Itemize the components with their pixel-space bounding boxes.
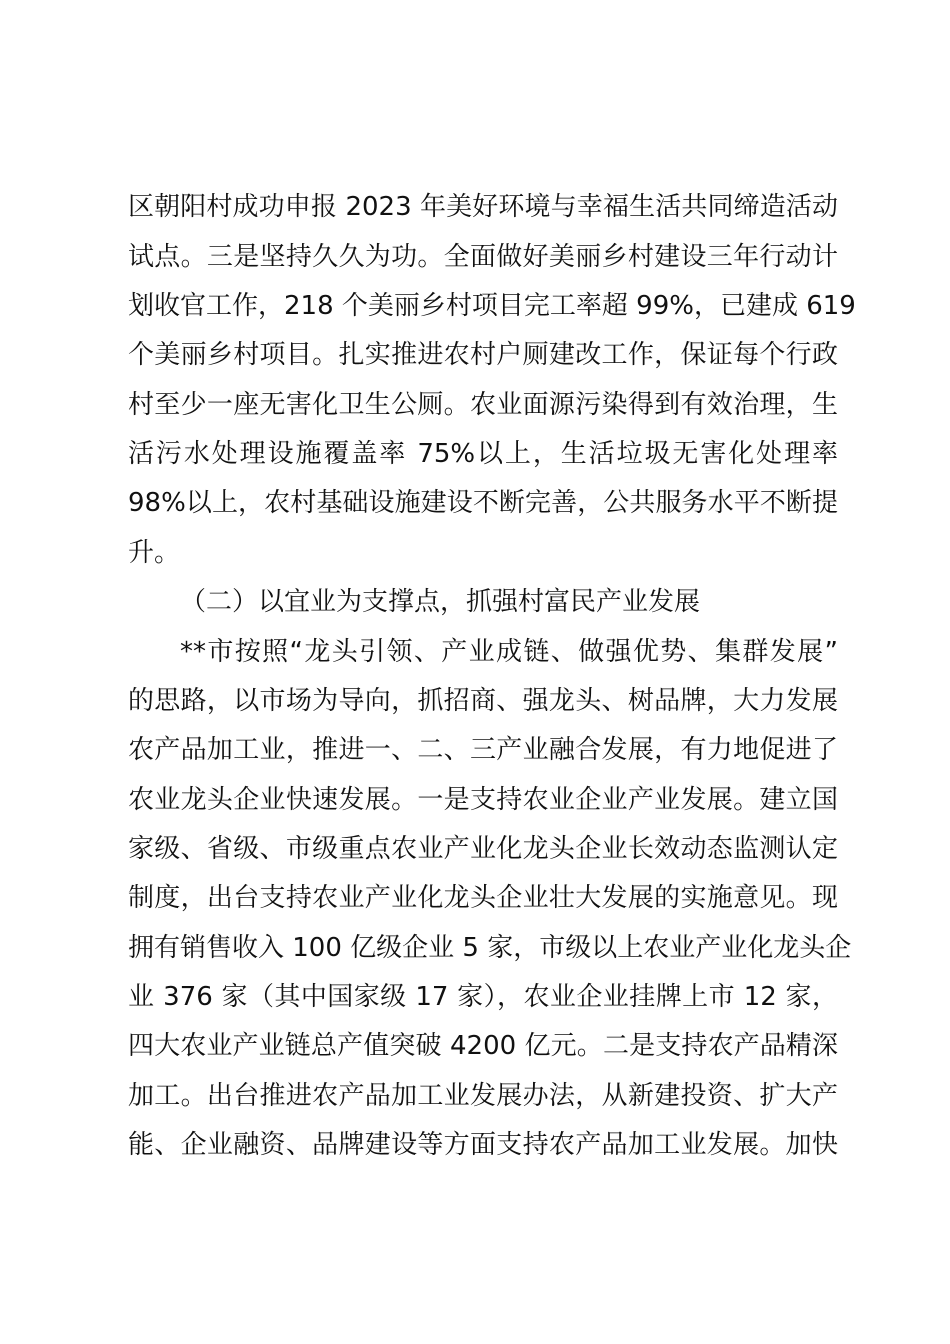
body-text-line: 村至少一座无害化卫生公厕。农业面源污染得到有效治理，生 — [128, 390, 838, 420]
body-text-line: 四大农业产业链总产值突破 4200 亿元。二是支持农产品精深 — [128, 1031, 838, 1061]
body-text-line: **市按照“龙头引领、产业成链、做强优势、集群发展” — [180, 637, 838, 667]
body-text-line: 活污水处理设施覆盖率 75%以上，生活垃圾无害化处理率 — [128, 439, 838, 469]
body-text-line: 加工。出台推进农产品加工业发展办法，从新建投资、扩大产 — [128, 1081, 838, 1111]
body-text-line: 的思路，以市场为导向，抓招商、强龙头、树品牌，大力发展 — [128, 686, 838, 716]
body-text-line: 拥有销售收入 100 亿级企业 5 家，市级以上农业产业化龙头企 — [128, 933, 852, 963]
body-text-line: 个美丽乡村项目。扎实推进农村户厕建改工作，保证每个行政 — [128, 340, 838, 370]
section-heading: （二）以宜业为支撑点，抓强村富民产业发展 — [180, 587, 701, 617]
body-text-line: 升。 — [128, 538, 181, 568]
body-text-line: 家级、省级、市级重点农业产业化龙头企业长效动态监测认定 — [128, 834, 838, 864]
body-text-line: 区朝阳村成功申报 2023 年美好环境与幸福生活共同缔造活动 — [128, 192, 838, 222]
body-text-line: 能、企业融资、品牌建设等方面支持农产品加工业发展。加快 — [128, 1130, 838, 1160]
body-text-line: 制度，出台支持农业产业化龙头企业壮大发展的实施意见。现 — [128, 883, 838, 913]
body-text-line: 农业龙头企业快速发展。一是支持农业企业产业发展。建立国 — [128, 785, 838, 815]
body-text-line: 98%以上，农村基础设施建设不断完善，公共服务水平不断提 — [128, 488, 838, 518]
body-text-line: 农产品加工业，推进一、二、三产业融合发展，有力地促进了 — [128, 735, 838, 765]
body-text-line: 划收官工作，218 个美丽乡村项目完工率超 99%，已建成 619 — [128, 291, 856, 321]
body-text-line: 试点。三是坚持久久为功。全面做好美丽乡村建设三年行动计 — [128, 242, 838, 272]
body-text-line: 业 376 家（其中国家级 17 家），农业企业挂牌上市 12 家， — [128, 982, 838, 1012]
